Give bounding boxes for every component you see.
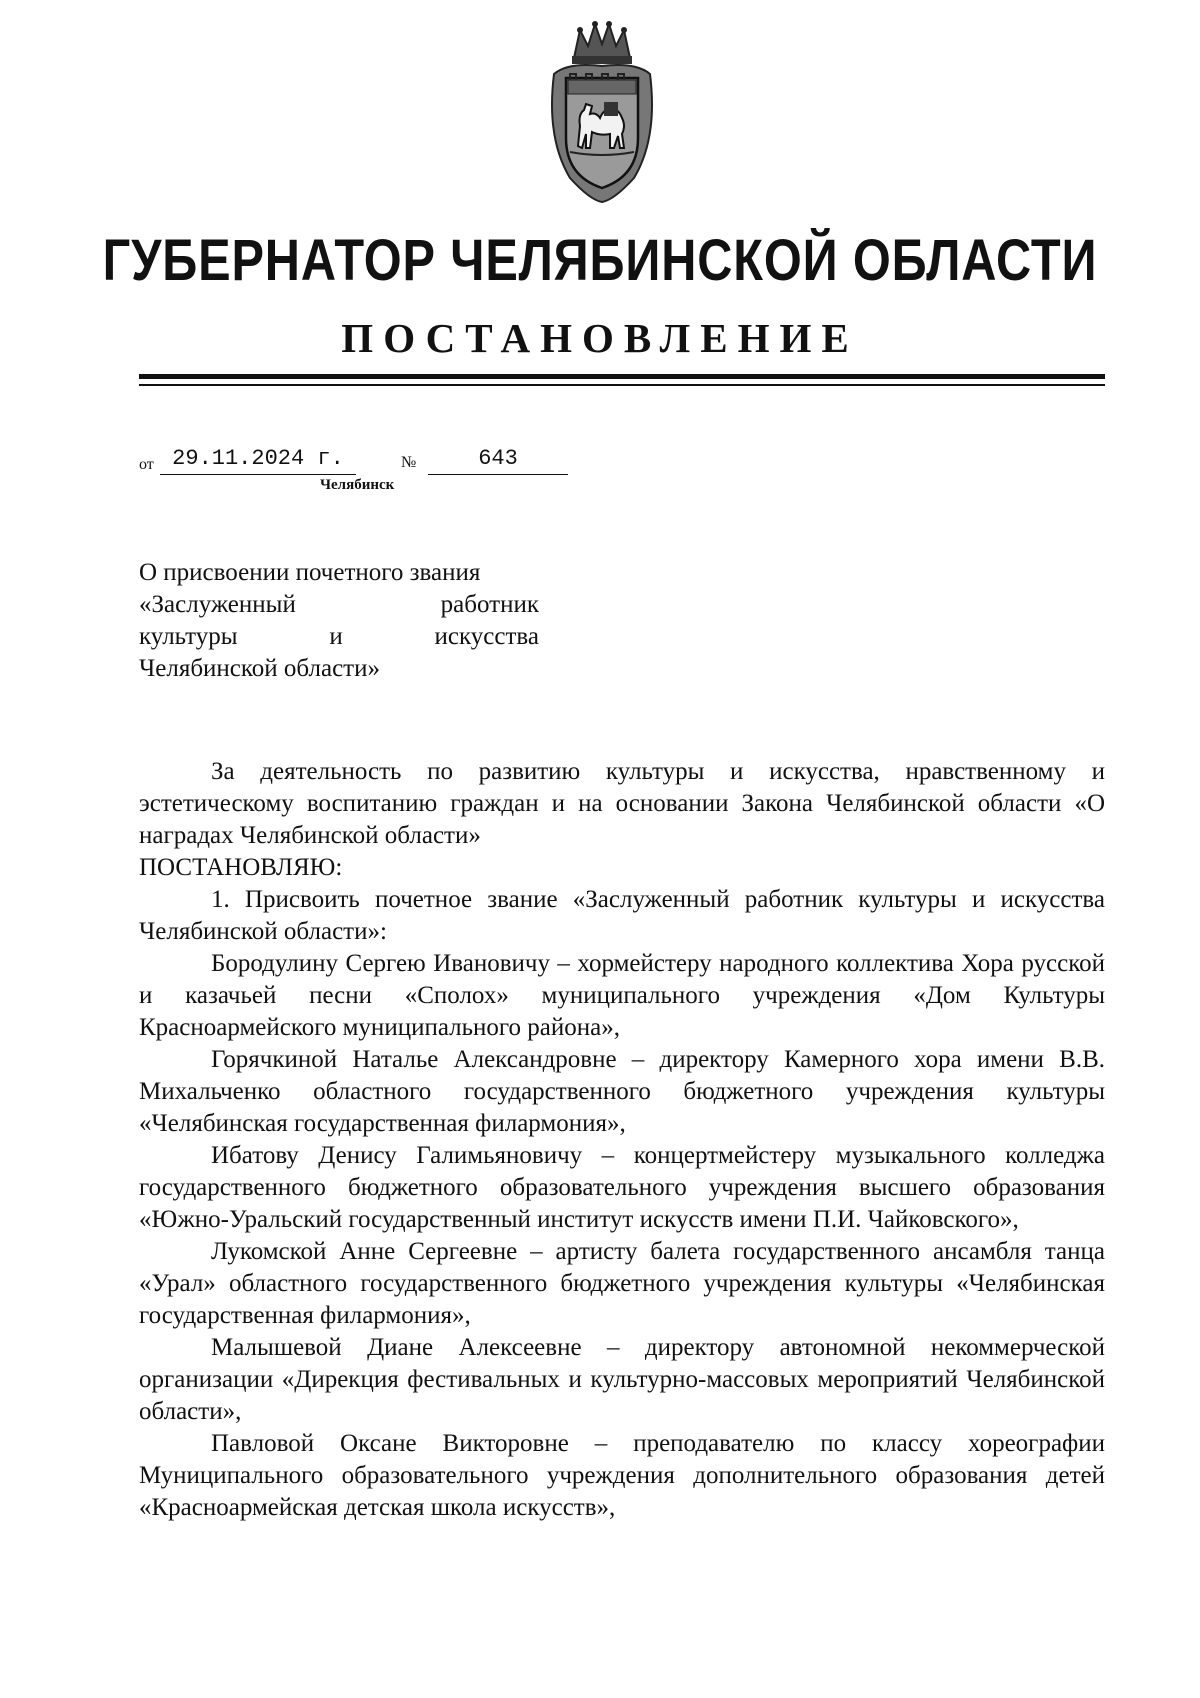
date-prefix: от — [139, 456, 154, 473]
awardee-paragraph: Павловой Оксане Викторовне – преподавателю по классу хореографии Муниципального образовательного учреждения дополнительного образования детей «Красноармейская детская школа искусств», — [139, 1430, 1105, 1521]
awardee-paragraph: Горячкиной Наталье Александровне – директору Камерного хора имени В.В. Михальченко областного государственного бюджетного учреждения культуры «Челябинская государственная филармония», — [139, 1046, 1105, 1137]
awardee-paragraph: Лукомской Анне Сергеевне – артисту балета государственного ансамбля танца «Урал» областного государственного бюджетного учреждения культуры «Челябинская государственная филармония», — [139, 1238, 1105, 1329]
awardee-paragraph: Бородулину Сергею Ивановичу – хормейстеру народного коллектива Хора русской и казачьей песни «Сполох» муниципального учреждения «Дом Культуры Красноармейского муниципального района», — [139, 950, 1105, 1041]
document-date: 29.11.2024 г. — [160, 444, 356, 475]
header-rule-thick — [139, 374, 1105, 379]
subject-line: Челябинской области» — [139, 655, 380, 682]
subject-line: культуры и искусства — [139, 623, 539, 650]
number-prefix: № — [401, 454, 417, 471]
item-1-paragraph: 1. Присвоить почетное звание «Заслуженный работник культуры и искусства Челябинской области»: — [139, 886, 1105, 945]
decree-word: ПОСТАНОВЛЯЮ: — [139, 854, 343, 881]
document-body — [139, 756, 1105, 1524]
subject-line: «Заслуженный работник — [139, 591, 539, 618]
preamble-paragraph: За деятельность по развитию культуры и искусства, нравственному и эстетическому воспитанию граждан и на основании Закона Челябинской области «О наградах Челябинской области» — [139, 758, 1105, 849]
document-type: ПОСТАНОВЛЕНИЕ — [341, 315, 859, 361]
issuer-title: ГУБЕРНАТОР ЧЕЛЯБИНСКОЙ ОБЛАСТИ — [102, 228, 1098, 293]
document-subject — [139, 557, 539, 685]
subject-line: О присвоении почетного звания — [139, 559, 481, 586]
header-rule-thin — [139, 384, 1105, 386]
document-city: Челябинск — [320, 477, 395, 493]
coat-of-arms-emblem — [540, 18, 664, 204]
awardee-paragraph: Ибатову Денису Галимьяновичу – концертмейстеру музыкального колледжа государственного бюджетного образовательного учреждения высшего образования «Южно-Уральский государственный институт искусств имени П.И. Чайковского», — [139, 1142, 1105, 1233]
document-number: 643 — [428, 444, 568, 475]
awardee-paragraph: Малышевой Диане Алексеевне – директору автономной некоммерческой организации «Дирекция фестивальных и культурно-массовых мероприятий Челябинской области», — [139, 1334, 1105, 1425]
